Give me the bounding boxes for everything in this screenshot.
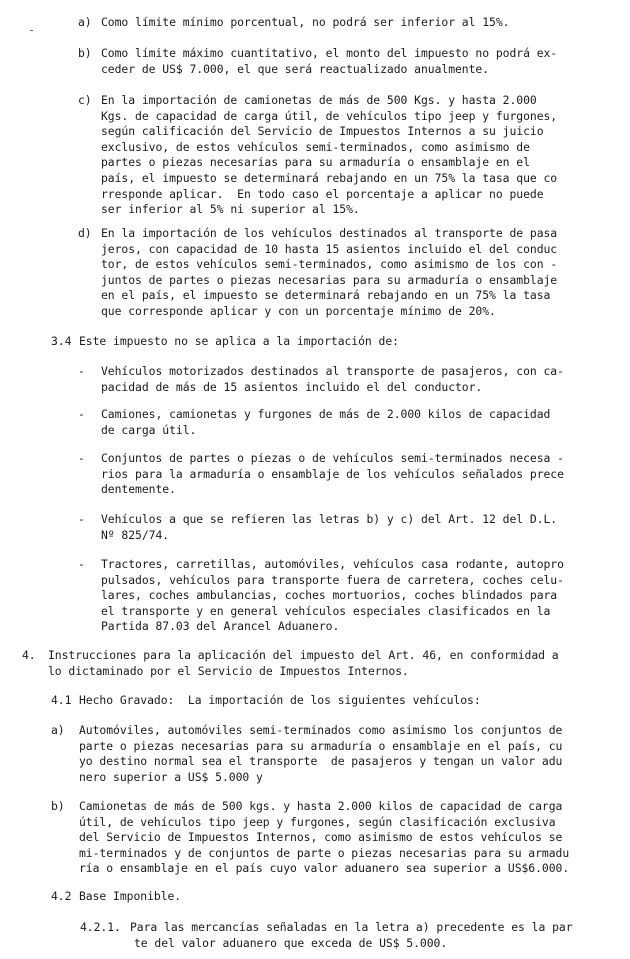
- item-d-label: d): [78, 226, 92, 240]
- text-line: Como límite máximo cuantitativo, el monto del impuesto no podrá ex-: [101, 46, 558, 60]
- item-b-text: [101, 46, 557, 77]
- text-line: tor, de estos vehículos semi-terminados, como asimismo de los con -: [101, 257, 558, 272]
- text-line: de carga útil.: [101, 422, 197, 437]
- bullet-text: [101, 557, 564, 635]
- section-4-2-1-text: [130, 920, 573, 951]
- text-line: ser inferior al 5% ni superior al 15%.: [101, 202, 360, 217]
- section-4-1-b-label: b): [51, 799, 65, 813]
- bullet-dash: -: [78, 407, 85, 421]
- item-c-text: [101, 93, 557, 218]
- text-line: Como límite mínimo porcentual, no podrá ser inferior al 15%.: [101, 15, 510, 29]
- text-line: nero superior a US$ 5.000 y: [79, 769, 263, 784]
- text-line: según calificación del Servicio de Impuestos Internos a su juicio: [101, 124, 544, 139]
- text-line: partes o piezas necesarias para su armaduría o ensamblaje en el: [101, 155, 530, 170]
- section-4-text: [48, 648, 559, 679]
- text-line: Para las mercancías señaladas en la letra a) precedente es la par: [130, 920, 573, 934]
- bullet-text: [101, 512, 557, 543]
- text-line: juntos de partes o piezas necesarias para su armaduría o ensamblaje: [101, 272, 558, 287]
- text-line: del Servicio de Impuestos Internos, como asimismo de estos vehículos se: [79, 830, 563, 845]
- text-line: lares, coches ambulancias, coches mortuorios, coches blindados para: [101, 588, 558, 603]
- text-line: útil, de vehículos tipo jeep y furgones, según clasificación exclusiva: [79, 814, 556, 829]
- text-line: rios para la armaduría o ensamblaje de los vehículos señalados prece: [101, 466, 564, 481]
- text-line: Tractores, carretillas, automóviles, vehículos casa rodante, autopro: [101, 557, 564, 571]
- text-line: en el país, el impuesto se determinará rebajando en un 75% la tasa: [101, 288, 551, 303]
- text-line: Conjuntos de partes o piezas o de vehículos semi-terminados necesa -: [101, 451, 564, 465]
- text-line: Vehículos motorizados destinados al transporte de pasajeros, con ca-: [101, 364, 564, 378]
- text-line: parte o piezas necesarias para su armaduría o ensamblaje en el país, cu: [79, 738, 563, 753]
- bullet-text: [101, 451, 564, 498]
- bullet-dash: -: [78, 364, 85, 378]
- text-line: rresponde aplicar. En todo caso el porcentaje a aplicar no puede: [101, 186, 544, 201]
- section-3-4-title: Este impuesto no se aplica a la importación de:: [79, 334, 399, 348]
- section-4-1-title: Hecho Gravado: La importación de los siguientes vehículos:: [79, 693, 481, 707]
- bullet-dash: -: [78, 512, 85, 526]
- text-line: mi-terminados y de conjuntos de parte o piezas necesarias para su armadu: [79, 845, 570, 860]
- bullet-dash: -: [78, 451, 85, 465]
- section-4-1-a-text: [79, 723, 562, 785]
- text-line: pulsados, vehículos para transporte fuera de carretera, coches celu-: [101, 572, 564, 587]
- text-line: pacidad de más de 15 asientos incluido el del conductor.: [101, 379, 483, 394]
- section-4-1-b-text: [79, 799, 569, 877]
- text-line: Vehículos a que se refieren las letras b) y c) del Art. 12 del D.L.: [101, 512, 558, 526]
- text-line: jeros, con capacidad de 10 hasta 15 asientos incluido el del conduc: [101, 241, 558, 256]
- section-3-4-label: 3.4: [51, 334, 72, 348]
- text-line: el transporte y en general vehículos especiales clasificados en la: [101, 603, 551, 618]
- text-line: Camionetas de más de 500 kgs. y hasta 2.000 kilos de capacidad de carga: [79, 799, 563, 813]
- section-4-2-title: Base Imponible.: [79, 889, 182, 903]
- text-line: Kgs. de capacidad de carga útil, de vehículos tipo jeep y furgones,: [101, 108, 558, 123]
- item-a-text: [101, 15, 509, 31]
- text-line: lo dictaminado por el Servicio de Impuestos Internos.: [48, 663, 409, 678]
- text-line: yo destino normal sea el transporte de pasajeros y tengan un valor adu: [79, 754, 563, 769]
- text-line: Instrucciones para la aplicación del impuesto del Art. 46, en conformidad a: [48, 648, 559, 662]
- text-line: país, el impuesto se determinará rebajando en un 75% la tasa que co: [101, 170, 558, 185]
- text-line: dentemente.: [101, 482, 176, 497]
- bullet-text: [101, 407, 550, 438]
- text-line: Camiones, camionetas y furgones de más de 2.000 kilos de capacidad: [101, 407, 551, 421]
- section-4-1-a-label: a): [51, 723, 65, 737]
- section-4-1-label: 4.1: [51, 693, 72, 707]
- item-d-text: [101, 226, 557, 320]
- bullet-text: [101, 364, 564, 395]
- text-line: exclusivo, de estos vehículos semi-terminados, como asimismo de: [101, 139, 530, 154]
- text-line: Automóviles, automóviles semi-terminados como asimismo los conjuntos de: [79, 723, 563, 737]
- item-a-label: a): [78, 15, 92, 29]
- scan-speck: [30, 30, 33, 31]
- section-4-2-1-label: 4.2.1.: [80, 920, 121, 934]
- text-line: ceder de US$ 7.000, el que será reactualizado anualmente.: [101, 61, 490, 76]
- text-line: te del valor aduanero que exceda de US$ 5.000.: [134, 935, 448, 950]
- text-line: Partida 87.03 del Arancel Aduanero.: [101, 619, 340, 634]
- item-c-label: c): [78, 93, 92, 107]
- text-line: que corresponde aplicar y con un porcentaje mínimo de 20%.: [101, 303, 496, 318]
- item-b-label: b): [78, 46, 92, 60]
- text-line: Nº 825/74.: [101, 527, 170, 542]
- section-4-2-label: 4.2: [51, 889, 72, 903]
- text-line: En la importación de camionetas de más de 500 Kgs. y hasta 2.000: [101, 93, 537, 107]
- section-4-label: 4.: [22, 648, 36, 662]
- text-line: ría o ensamblaje en el país cuyo valor aduanero sea superior a US$6.000.: [79, 861, 570, 876]
- bullet-dash: -: [78, 557, 85, 571]
- text-line: En la importación de los vehículos destinados al transporte de pasa: [101, 226, 558, 240]
